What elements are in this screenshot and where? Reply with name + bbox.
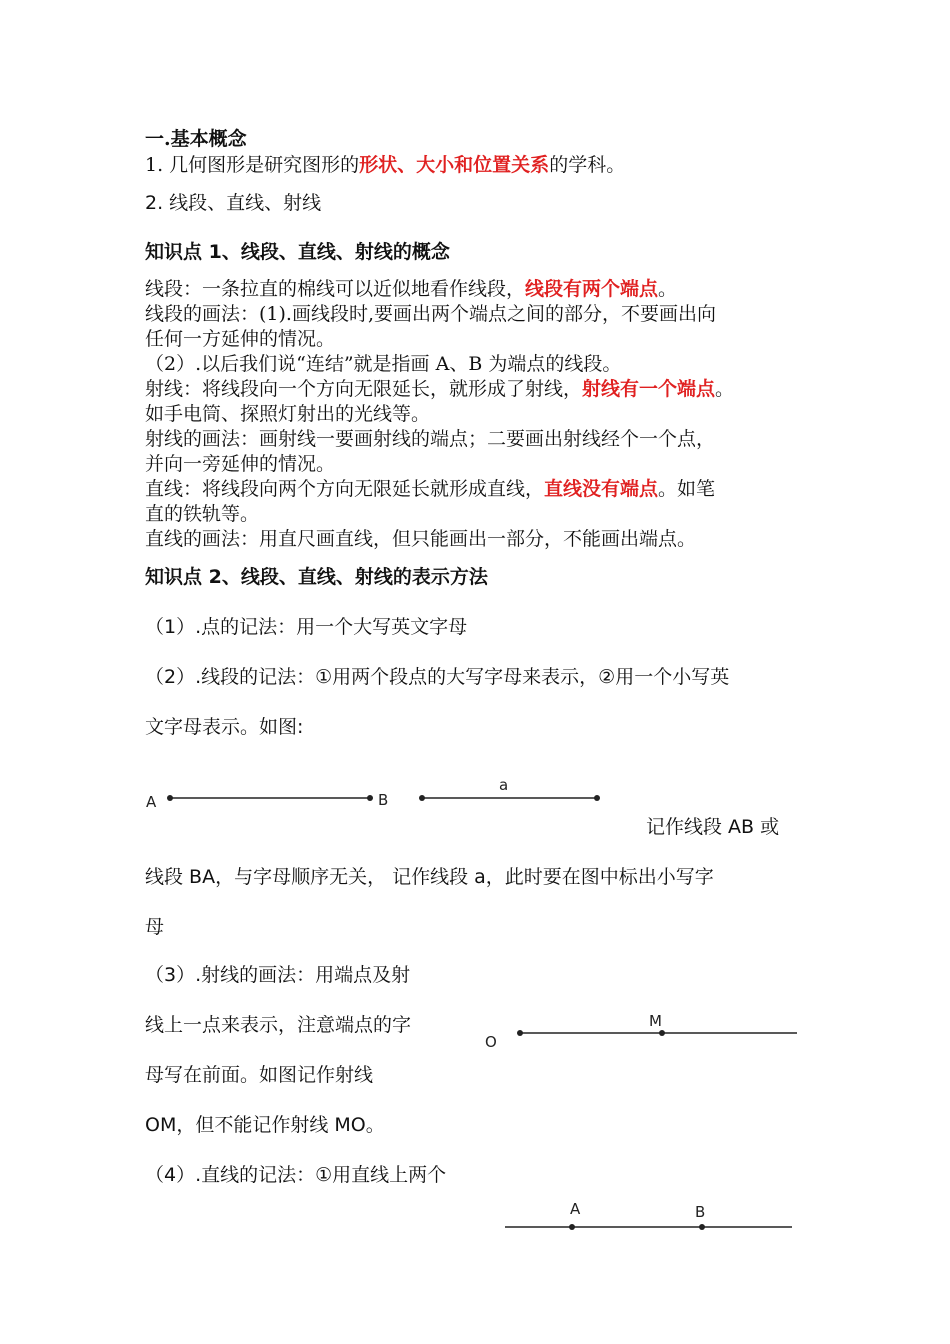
knowledge-point-2-title: 知识点 2、线段、直线、射线的表示方法 xyxy=(145,566,488,588)
knowledge-point-1-title: 知识点 1、线段、直线、射线的概念 xyxy=(145,241,450,263)
text: 直线：将线段向两个方向无限延长就形成直线， xyxy=(145,478,545,500)
notation-ray-2: 线上一点来表示，注意端点的字 xyxy=(145,1014,412,1036)
paragraph-subtitle: 2. 线段、直线、射线 xyxy=(145,192,322,214)
text: 。 xyxy=(658,278,678,300)
point-label-a: A xyxy=(570,1200,581,1218)
text: 线段：一条拉直的棉线可以近似地看作线段， xyxy=(145,278,526,300)
point-label-b: B xyxy=(695,1203,706,1221)
notation-ray-4: OM，但不能记作射线 MO。 xyxy=(145,1114,385,1136)
ray-figure xyxy=(480,1005,810,1055)
point-a xyxy=(167,795,173,801)
segment-a-start-point xyxy=(419,795,425,801)
point-b xyxy=(367,795,373,801)
line-definition xyxy=(145,474,715,501)
segment-drawing-3: （2）.以后我们说“连结”就是指画 A、B 为端点的线段。 xyxy=(145,353,622,375)
notation-segment-4: 线段 BA，与字母顺序无关， 记作线段 a，此时要在图中标出小写字 xyxy=(145,866,714,888)
point-o xyxy=(517,1030,523,1036)
point-a xyxy=(569,1224,575,1230)
notation-segment-2: 文字母表示。如图: xyxy=(145,716,304,738)
section-heading: 一.基本概念 xyxy=(145,128,247,150)
segment-label-a: a xyxy=(499,776,509,794)
text: 。如笔 xyxy=(658,478,716,500)
point-label-b: B xyxy=(378,791,389,809)
segment-definition xyxy=(145,274,677,301)
notation-ray-1: （3）.射线的画法：用端点及射 xyxy=(145,964,411,986)
notation-segment-3: 记作线段 AB 或 xyxy=(646,816,780,838)
highlight-text: 直线没有端点 xyxy=(544,478,659,500)
text: 。 xyxy=(715,378,735,400)
line-figure xyxy=(500,1195,800,1235)
notation-segment-5: 母 xyxy=(145,916,165,938)
text: 1. 几何图形是研究图形的 xyxy=(145,154,360,176)
notation-line-1: （4）.直线的记法：①用直线上两个 xyxy=(145,1164,447,1186)
segment-figure xyxy=(140,775,610,815)
point-label-o: O xyxy=(485,1033,497,1051)
segment-a-end-point xyxy=(594,795,600,801)
text: 的学科。 xyxy=(549,154,626,176)
point-label-m: M xyxy=(649,1012,662,1030)
line-definition-2: 直的铁轨等。 xyxy=(145,503,260,525)
point-label-a: A xyxy=(146,793,157,811)
notation-point: （1）.点的记法：用一个大写英文字母 xyxy=(145,616,468,638)
ray-drawing-2: 并向一旁延伸的情况。 xyxy=(145,453,336,475)
ray-definition-2: 如手电筒、探照灯射出的光线等。 xyxy=(145,403,431,425)
point-b xyxy=(699,1224,705,1230)
highlight-text: 线段有两个端点 xyxy=(525,278,659,300)
notation-segment-1: （2）.线段的记法：①用两个段点的大写字母来表示，②用一个小写英 xyxy=(145,666,730,688)
paragraph-geometry-definition xyxy=(145,150,625,177)
highlight-text: 形状、大小和位置关系 xyxy=(359,154,550,176)
ray-drawing-1: 射线的画法：画射线一要画射线的端点；二要画出射线经个一个点， xyxy=(145,428,716,450)
text: 射线：将线段向一个方向无限延长，就形成了射线， xyxy=(145,378,583,400)
point-m xyxy=(659,1030,665,1036)
line-drawing: 直线的画法：用直尺画直线，但只能画出一部分，不能画出端点。 xyxy=(145,528,697,550)
ray-definition xyxy=(145,374,734,401)
highlight-text: 射线有一个端点 xyxy=(582,378,716,400)
notation-ray-3: 母写在前面。如图记作射线 xyxy=(145,1064,374,1086)
segment-drawing-1: 线段的画法：(1).画线段时,要画出两个端点之间的部分，不要画出向 xyxy=(145,303,716,325)
segment-drawing-2: 任何一方延伸的情况。 xyxy=(145,328,336,350)
